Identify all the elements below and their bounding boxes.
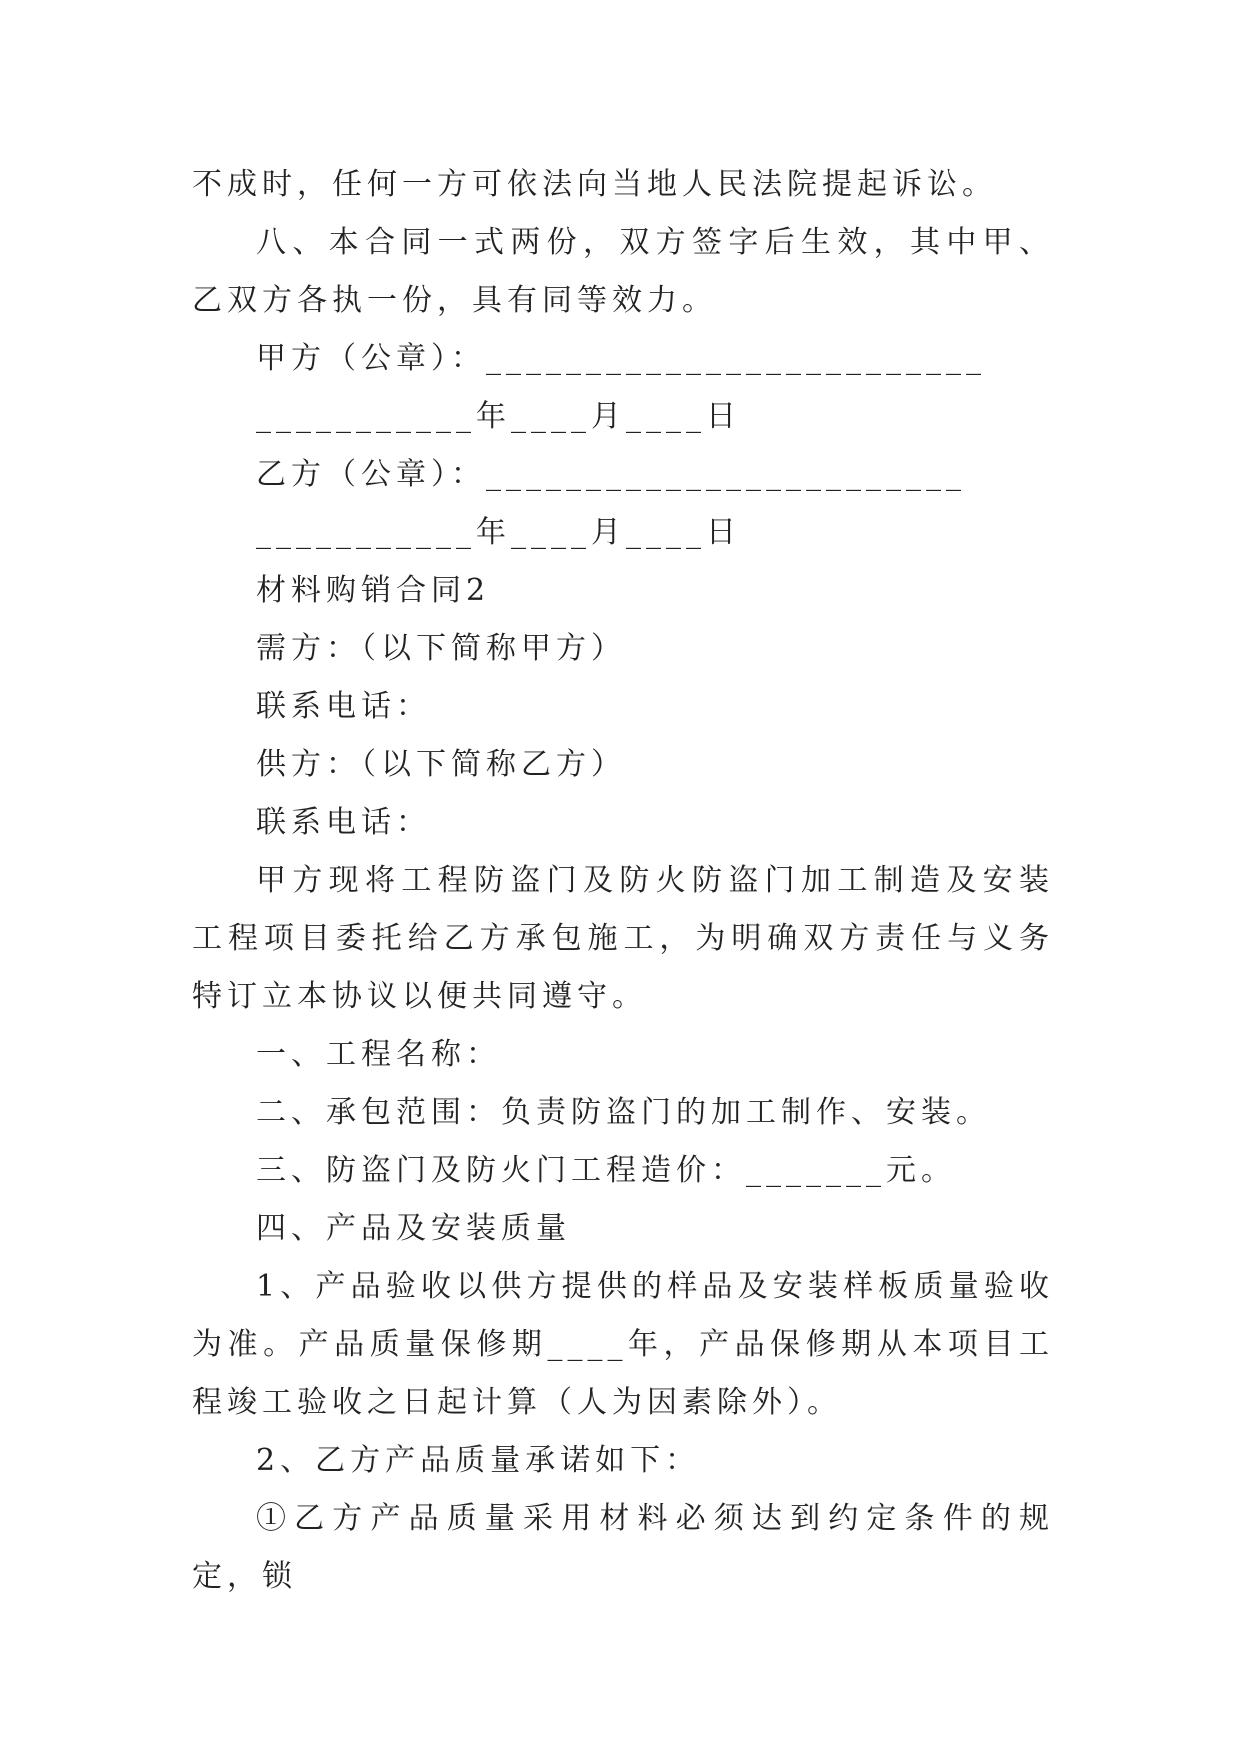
paragraph-intro: 甲方现将工程防盗门及防火防盗门加工制造及安装工程项目委托给乙方承包施工，为明确双方责任与义务特订立本协议以便共同遵守。 [192,863,1054,1014]
supplier-phone-line: 联系电话： [256,805,431,840]
party-a-seal-line: 甲方（公章）：_________________________ [256,341,986,376]
section-scope: 二、承包范围：负责防盗门的加工制作、安装。 [256,1095,991,1130]
contract-title: 材料购销合同2 [256,573,491,608]
section-project-name: 一、工程名称： [256,1037,501,1072]
document-body [192,156,1054,1606]
party-b-seal-line: 乙方（公章）：________________________ [256,457,966,492]
paragraph-dispute-clause: 不成时，任何一方可依法向当地人民法院提起诉讼。 [192,167,997,202]
buyer-line: 需方：（以下简称甲方） [256,631,626,666]
paragraph-clause-eight: 八、本合同一式两份，双方签字后生效，其中甲、乙双方各执一份，具有同等效力。 [192,225,1054,318]
supplier-line: 供方：（以下简称乙方） [256,747,626,782]
paragraph-quality-item-one: ①乙方产品质量采用材料必须达到约定条件的规定，锁 [192,1501,1054,1594]
buyer-phone-line: 联系电话： [256,689,431,724]
party-b-date-line: ___________年____月____日 [256,515,741,550]
party-a-date-line: ___________年____月____日 [256,399,741,434]
section-cost: 三、防盗门及防火门工程造价：_______元。 [256,1153,956,1188]
section-quality-heading: 四、产品及安装质量 [256,1211,571,1246]
paragraph-quality-one: 1、产品验收以供方提供的样品及安装样板质量验收为准。产品质量保修期____年，产品保修期从本项目工程竣工验收之日起计算（人为因素除外）。 [192,1269,1054,1420]
paragraph-quality-two: 2、乙方产品质量承诺如下： [256,1443,701,1478]
